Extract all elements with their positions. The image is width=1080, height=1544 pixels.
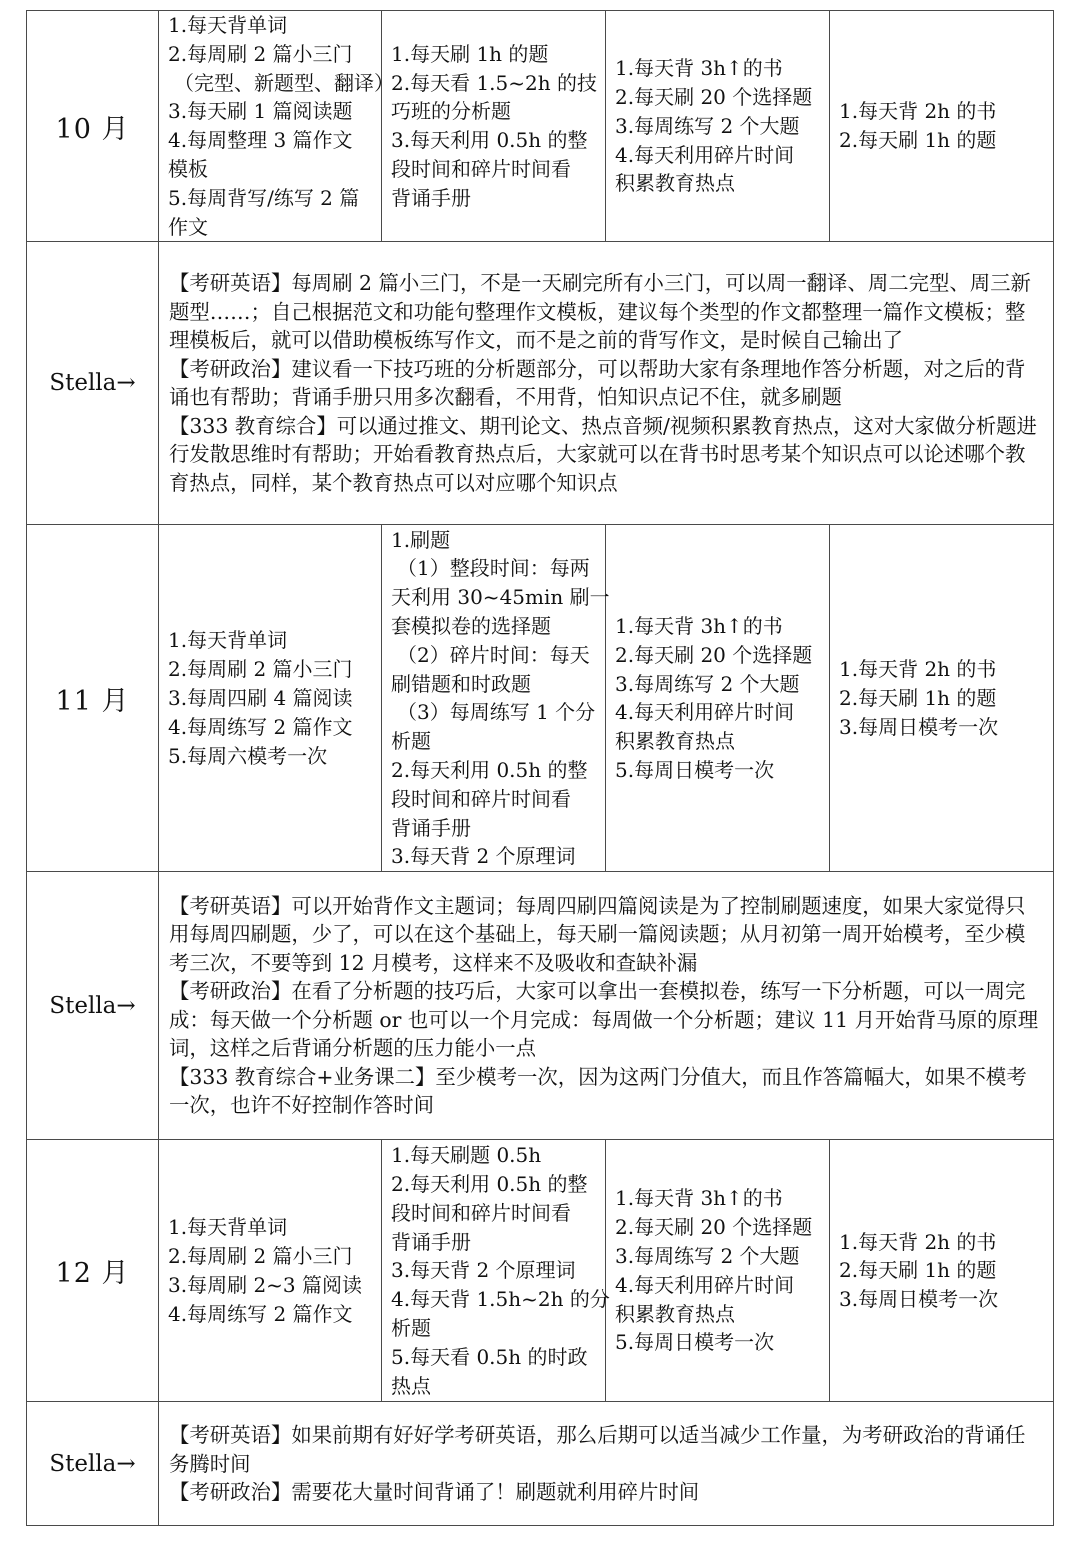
plan-line: 5.每周背写/练写 2 篇 (168, 185, 360, 210)
plan-line: 4.每周练写 2 篇作文 (168, 1301, 353, 1326)
course-two-plan-cell (830, 1140, 1054, 1402)
plan-line: 5.每周日模考一次 (615, 1330, 775, 1355)
plan-line: 1.每天背 3h↑的书 (615, 613, 783, 638)
plan-line: 1.每天背 2h 的书 (839, 1229, 997, 1254)
note-paragraph: 【考研英语】每周刷 2 篇小三门，不是一天刷完所有小三门，可以周一翻译、周二完型、周三新题型……；自己根据范文和功能句整理作文模板，建议每个类型的作文都整理一篇作文模板；整理模板后，就可以借助模板练写作文，而不是之前的背写作文，是时候自己输出了 (169, 271, 1031, 353)
note-paragraph: 【333 教育综合】可以通过推文、期刊论文、热点音频/视频积累教育热点，这对大家做分析题进行发散思维时有帮助；开始看教育热点后，大家就可以在背书时思考某个知识点可以论述哪个教育热点，同样，某个教育热点可以对应哪个知识点 (169, 413, 1037, 495)
plan-line: 1.每天背单词 (168, 1215, 288, 1240)
plan-line: 天利用 30~45min 刷一 (391, 585, 610, 610)
plan-line: 模板 (168, 156, 208, 181)
stella-note-row (27, 242, 1054, 525)
note-paragraph: 【考研政治】建议看一下技巧班的分析题部分，可以帮助大家有条理地作答分析题，对之后的背诵也有帮助；背诵手册只用多次翻看，不用背，怕知识点记不住，就多刷题 (169, 356, 1026, 410)
plan-line: 积累教育热点 (615, 1301, 735, 1326)
plan-line: 1.每天背 3h↑的书 (615, 1186, 783, 1211)
politics-plan-cell (382, 525, 610, 872)
plan-line: 1.刷题 (391, 527, 451, 552)
note-paragraph: 【考研英语】可以开始背作文主题词；每周四刷四篇阅读是为了控制刷题速度，如果大家觉得只用每周四刷题，少了，可以在这个基础上，每天刷一篇阅读题；从月初第一周开始模考，至少模考三次，不要等到 12 月模考，这样来不及吸收和查缺补漏 (169, 893, 1026, 975)
plan-line: 背诵手册 (391, 1229, 471, 1254)
plan-line: 2.每天刷 1h 的题 (839, 128, 997, 153)
plan-line: 3.每天背 2 个原理词 (391, 844, 576, 869)
study-plan-table (26, 10, 1054, 1526)
note-paragraph: 【考研政治】需要花大量时间背诵了！刷题就利用碎片时间 (169, 1480, 700, 1505)
politics-plan-cell (382, 1140, 610, 1402)
plan-line: 背诵手册 (391, 185, 471, 210)
plan-line: 1.每天背 3h↑的书 (615, 56, 783, 81)
note-paragraph: 【考研政治】在看了分析题的技巧后，大家可以拿出一套模拟卷，练写一下分析题，可以一周完成：每天做一个分析题 or 也可以一个月完成：每周做一个分析题；建议 11 月开始背马原的原理词，这样之后背诵分析题的压力能小一点 (169, 979, 1039, 1061)
english-plan-cell (159, 1140, 382, 1402)
plan-line: 3.每周日模考一次 (839, 1287, 999, 1312)
month-row (27, 1140, 1054, 1402)
plan-line: 套模拟卷的选择题 (391, 613, 551, 638)
plan-line: 3.每周刷 2~3 篇阅读 (168, 1272, 363, 1297)
plan-line: 2.每天利用 0.5h 的整 (391, 757, 588, 782)
plan-line: 1.每天背单词 (168, 628, 288, 653)
plan-line: 析题 (391, 729, 431, 754)
plan-line: 3.每周日模考一次 (839, 714, 999, 739)
plan-line: 2.每周刷 2 篇小三门 (168, 41, 353, 66)
plan-line: 刷错题和时政题 (391, 671, 531, 696)
plan-line: 3.每周练写 2 个大题 (615, 1244, 800, 1269)
note-paragraph: 【考研英语】如果前期有好好学考研英语，那么后期可以适当减少工作量，为考研政治的背诵任务腾时间 (169, 1423, 1026, 1476)
stella-note-text (159, 1402, 1054, 1526)
plan-line: 段时间和碎片时间看 (391, 156, 571, 181)
plan-line: 段时间和碎片时间看 (391, 786, 571, 811)
plan-line: 3.每周四刷 4 篇阅读 (168, 685, 353, 710)
stella-label: Stella→ (27, 872, 159, 1140)
plan-line: 4.每天利用碎片时间 (615, 1272, 795, 1297)
plan-line: 1.每天背 2h 的书 (839, 657, 997, 682)
plan-line: （完型、新题型、翻译） (174, 70, 394, 95)
plan-line: 2.每天刷 1h 的题 (839, 685, 997, 710)
note-paragraph: 【333 教育综合+业务课二】至少模考一次，因为这两门分值大，而且作答篇幅大，如果不模考一次，也许不好控制作答时间 (169, 1064, 1027, 1118)
plan-line: 5.每天看 0.5h 的时政 (391, 1344, 588, 1369)
plan-line: 3.每天背 2 个原理词 (391, 1258, 576, 1283)
month-row (27, 525, 1054, 872)
plan-line: 4.每周整理 3 篇作文 (168, 128, 353, 153)
plan-line: 3.每天刷 1 篇阅读题 (168, 99, 353, 124)
stella-note-text (159, 872, 1054, 1140)
plan-line: 热点 (391, 1373, 431, 1398)
plan-line: 1.每天背单词 (168, 13, 288, 37)
course-two-plan-cell (830, 11, 1054, 242)
course-two-plan-cell (830, 525, 1054, 872)
plan-line: 段时间和碎片时间看 (391, 1200, 571, 1225)
plan-line: 2.每天刷 20 个选择题 (615, 1215, 813, 1240)
month-row (27, 11, 1054, 242)
politics-plan-cell (382, 11, 606, 242)
month-label: 11 月 (27, 525, 159, 872)
month-label: 10 月 (27, 11, 159, 242)
plan-line: 2.每天刷 20 个选择题 (615, 84, 813, 109)
plan-line: 2.每周刷 2 篇小三门 (168, 657, 353, 682)
plan-line: 3.每天利用 0.5h 的整 (391, 128, 588, 153)
plan-line: 5.每周六模考一次 (168, 743, 328, 768)
plan-line: 巧班的分析题 (391, 99, 511, 124)
plan-line: 积累教育热点 (615, 171, 735, 196)
plan-line: 1.每天刷 1h 的题 (391, 41, 549, 66)
plan-line: 2.每天刷 1h 的题 (839, 1258, 997, 1283)
plan-line: 5.每周日模考一次 (615, 757, 775, 782)
plan-line: 3.每周练写 2 个大题 (615, 671, 800, 696)
plan-line: 1.每天刷题 0.5h (391, 1143, 542, 1168)
plan-line: 2.每周刷 2 篇小三门 (168, 1244, 353, 1269)
month-label: 12 月 (27, 1140, 159, 1402)
stella-label: Stella→ (27, 1402, 159, 1526)
english-plan-cell (159, 525, 382, 872)
stella-note-text (159, 242, 1054, 525)
stella-note-row (27, 872, 1054, 1140)
table-body (27, 11, 1054, 1526)
plan-line: 4.每天利用碎片时间 (615, 142, 795, 167)
plan-line: 4.每天背 1.5h~2h 的分 (391, 1287, 610, 1312)
plan-line: （1）整段时间：每两 (397, 556, 590, 581)
plan-line: 2.每天利用 0.5h 的整 (391, 1172, 588, 1197)
education-plan-cell (606, 11, 830, 242)
english-plan-cell (159, 11, 394, 242)
plan-line: （3）每周练写 1 个分 (397, 700, 596, 725)
plan-line: 3.每周练写 2 个大题 (615, 113, 800, 138)
plan-line: （2）碎片时间：每天 (397, 642, 590, 667)
education-plan-cell (606, 1140, 830, 1402)
plan-line: 4.每天利用碎片时间 (615, 700, 795, 725)
plan-line: 析题 (391, 1316, 431, 1341)
education-plan-cell (606, 525, 830, 872)
stella-note-row (27, 1402, 1054, 1526)
plan-line: 作文 (168, 214, 208, 239)
plan-line: 积累教育热点 (615, 729, 735, 754)
plan-line: 背诵手册 (391, 815, 471, 840)
stella-label: Stella→ (27, 242, 159, 525)
plan-line: 2.每天刷 20 个选择题 (615, 642, 813, 667)
plan-line: 2.每天看 1.5~2h 的技 (391, 70, 597, 95)
plan-line: 4.每周练写 2 篇作文 (168, 714, 353, 739)
plan-line: 1.每天背 2h 的书 (839, 99, 997, 124)
